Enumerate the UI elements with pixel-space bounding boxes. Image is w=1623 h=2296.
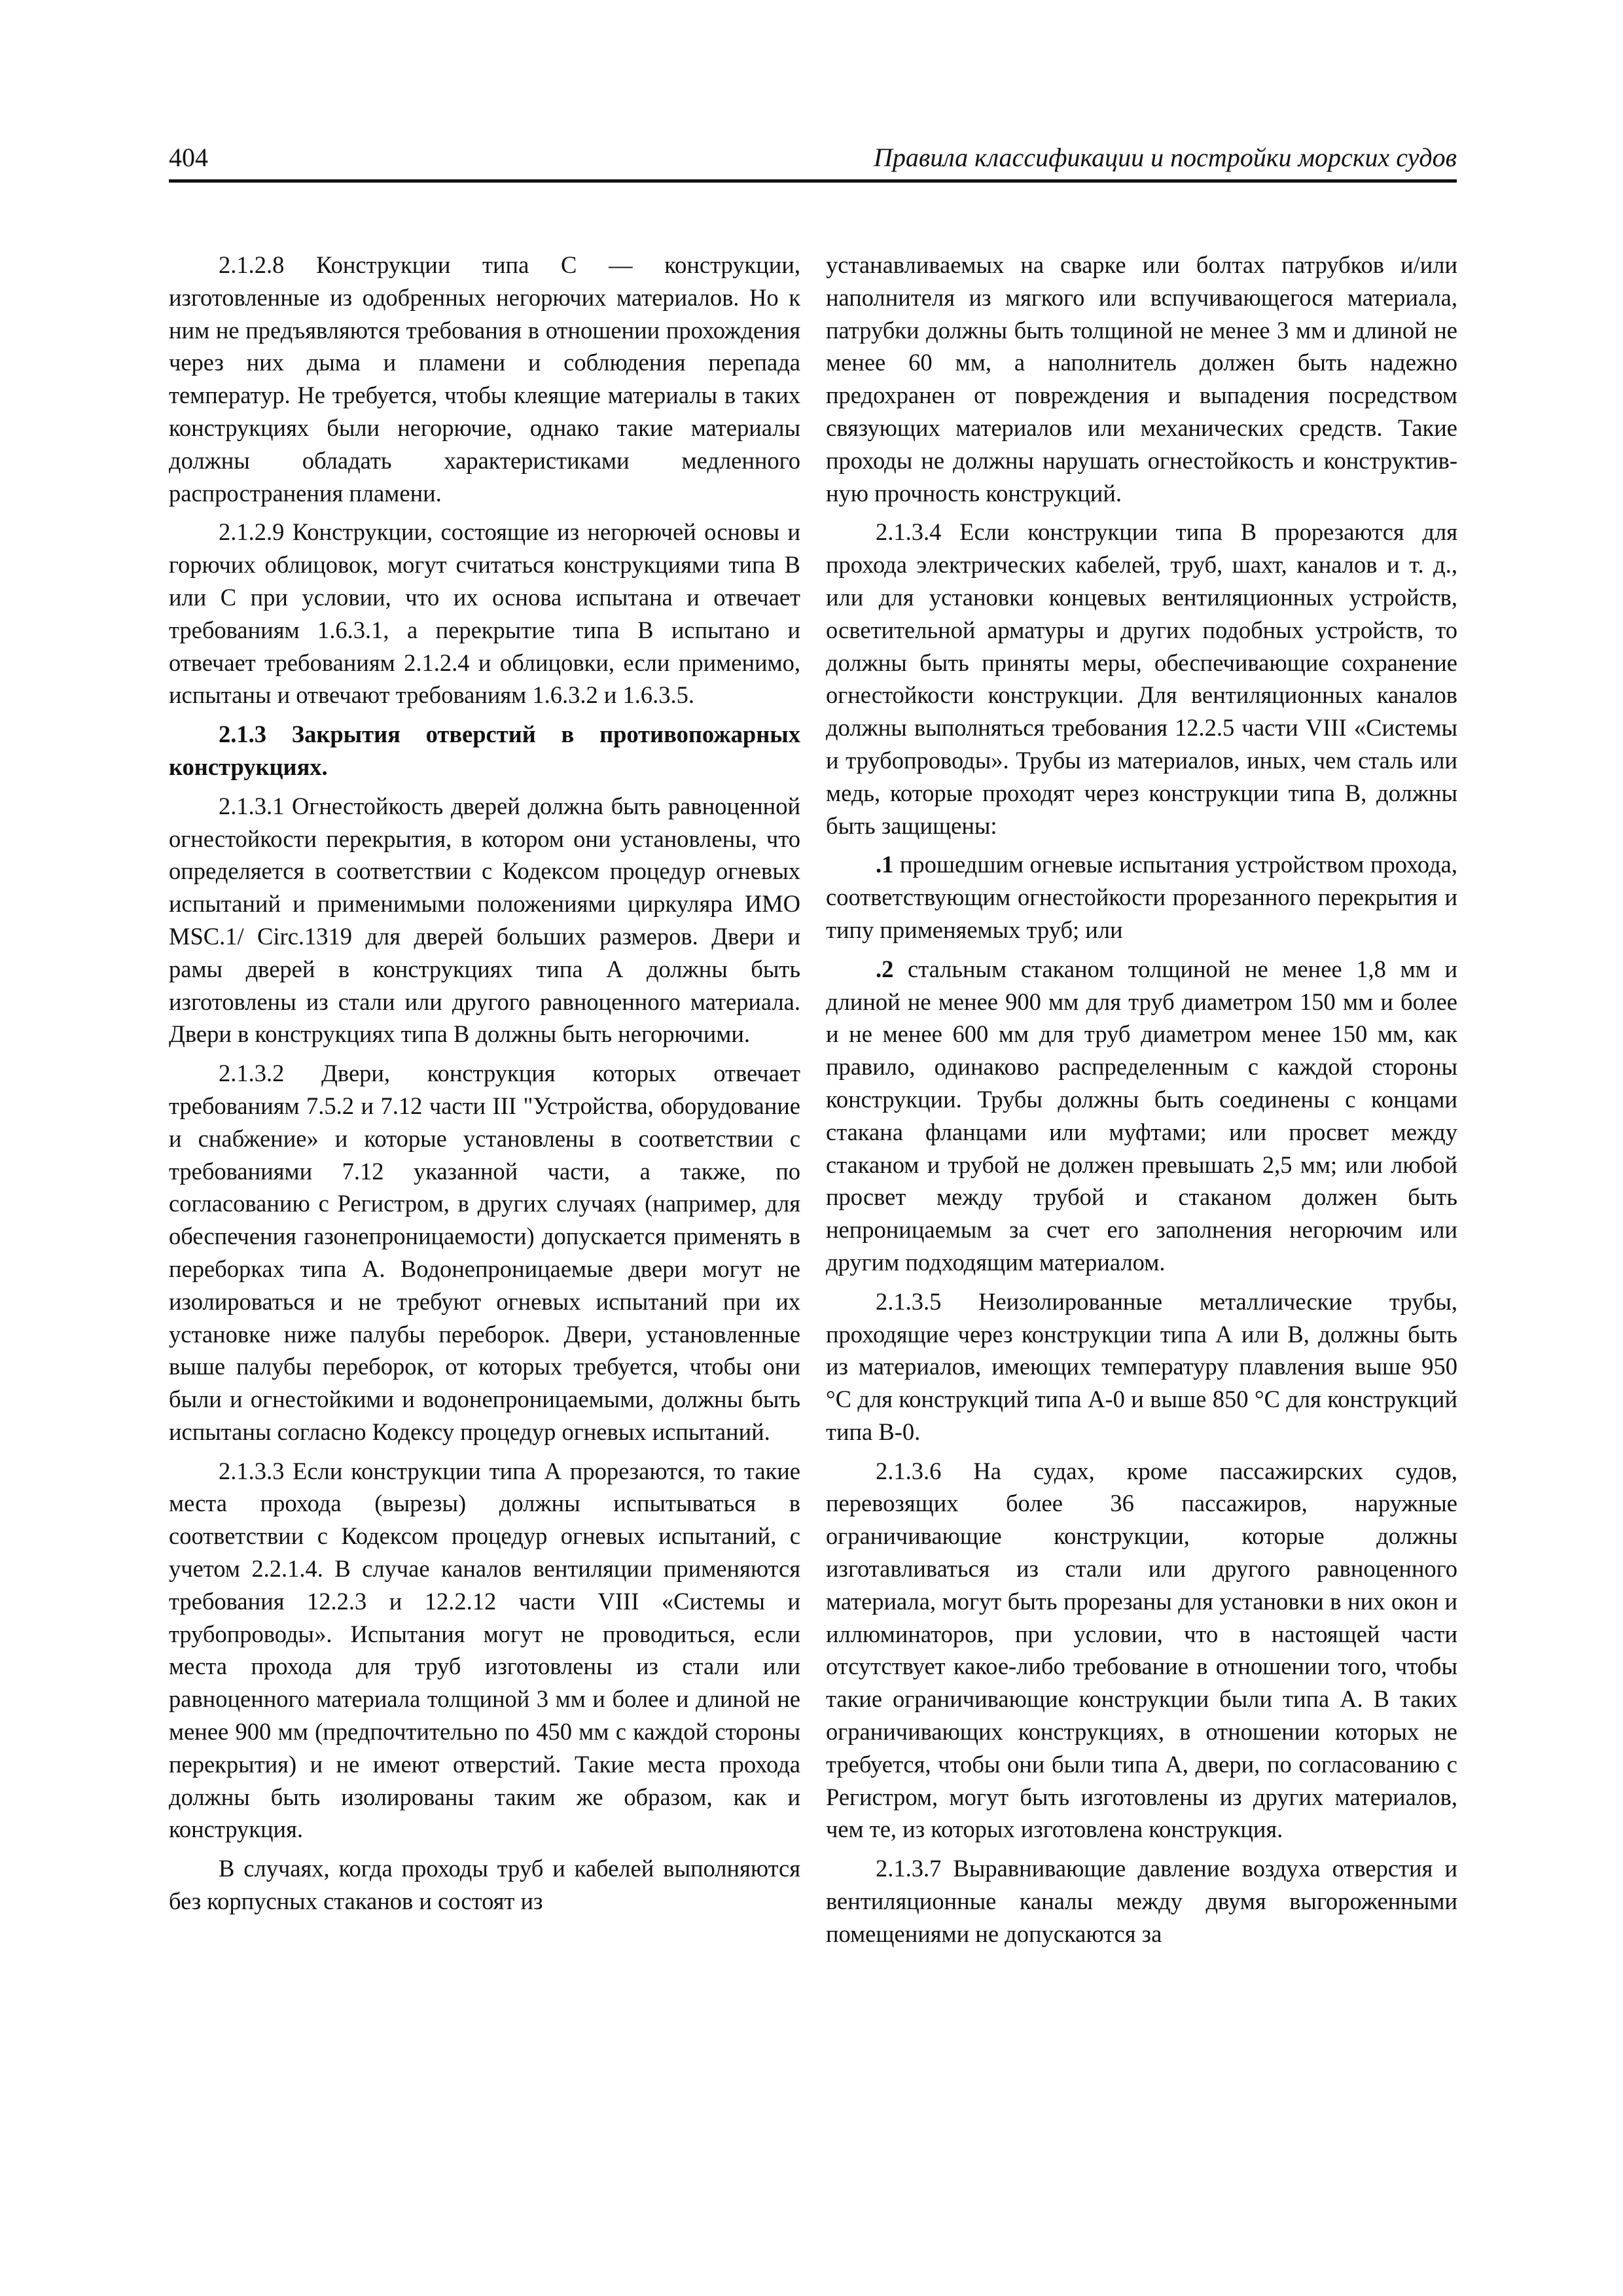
list-marker: .2: [876, 955, 894, 982]
running-header: [169, 140, 1457, 183]
clause-number: 2.1.3.6: [876, 1457, 942, 1484]
paragraph-text: устанавливаемых на сварке или болтах патрубков и/или наполнителя из мягкого или вспучивающегося материала, патрубки должны быть толщиной не менее 3 мм и длиной не менее 60 мм, а наполнитель должен быть надежно предохранен от повреждения и выпадения посредством связующих материалов или механических средств. Такие проходы не должны нарушать огнестойкость и конструктивную прочность конструкций.: [826, 251, 1457, 507]
paragraph-text: Неизолированные металлические трубы, проходящие через конструкции типа А или В, должны быть из материалов, имеющих температуру плавления выше 950 °С для конструкций типа А-0 и выше 850 °С для конструкций типа В-0.: [826, 1287, 1457, 1445]
list-item-1: [826, 848, 1457, 946]
paragraph-2-1-3-3: [169, 1455, 800, 1846]
paragraph-2-1-3-5: [826, 1285, 1457, 1448]
paragraph-text: На судах, кроме пассажирских судов, перевозящих более 36 пассажиров, наружные ограничивающие конструкции, которые должны изготавливаться из стали или другого равноценного материала, могут быть прорезаны для установки в них окон и иллюминаторов, при условии, что в настоящей части отсутствует какое-либо требование в отношении того, чтобы такие ограничивающие конструкции были типа А. В таких ограничивающих конструкциях, в отношении которых не требуется, чтобы они были типа А, двери, по согласованию с Регистром, могут быть изготовлены из других материалов, чем те, из которых изготовлена конструкция.: [826, 1457, 1457, 1843]
clause-number: 2.1.3.7: [876, 1855, 942, 1882]
paragraph-text: Если конструкции типа А прорезаются, то такие места прохода (вырезы) должны испытываться в соответствии с Кодексом процедур огневых испытаний, с учетом 2.2.1.4. В случае каналов вентиляции применяются требования 12.2.3 и 12.2.12 части VIII «Системы и трубопроводы». Испытания могут не проводиться, если места прохода для труб изготовлены из стали или равноценного материала толщиной 3 мм и более и длиной не менее 900 мм (предпочтительно по 450 мм с каждой стороны перекрытия) и не имеют отверстий. Такие места прохода должны быть изолированы таким же образом, как и конструкция.: [169, 1457, 800, 1843]
paragraph-text: прошедшим огневые испытания устройством прохода, соответствующим огнестойкости прорезанного перекрытия и типу применяемых труб; или: [826, 851, 1457, 943]
section-heading-2-1-3: [169, 718, 800, 783]
clause-number: 2.1.3.3: [219, 1457, 285, 1484]
paragraph-2-1-2-9: [169, 516, 800, 711]
paragraph-continuation: [169, 1852, 800, 1918]
paragraph-2-1-3-6: [826, 1455, 1457, 1846]
list-marker: .1: [876, 851, 894, 878]
paragraph-2-1-3-7: [826, 1852, 1457, 1950]
paragraph-text: Конструкции типа С — конструкции, изготовленные из одобренных негорючих материалов. Но к ним не предъявляются требования в отношении прохождения через них дыма и пламени и соблюдения перепада температур. Не требуется, чтобы клеящие материалы в таких конструкциях были негорючие, однако такие материалы должны обладать характеристиками медленного распространения пламени.: [169, 251, 800, 507]
clause-number: 2.1.3.1: [219, 792, 285, 819]
clause-number: 2.1.3.4: [876, 518, 942, 546]
right-column: [826, 249, 1457, 1950]
paragraph-text: В случаях, когда проходы труб и кабелей выполняются без корпусных стаканов и состоят из: [169, 1855, 800, 1915]
section-heading-text: Закрытия отверстий в противопожарных конструкциях.: [169, 721, 800, 780]
clause-number: 2.1.2.9: [219, 518, 285, 546]
paragraph-2-1-3-4: [826, 516, 1457, 842]
left-column: [169, 249, 800, 1918]
paragraph-2-1-3-1: [169, 790, 800, 1050]
paragraph-text: Выравнивающие давление воздуха отверстия и вентиляционные каналы между двумя выгороженными помещениями не допускаются за: [826, 1855, 1457, 1947]
paragraph-text: Двери, конструкция которых отвечает требованиям 7.5.2 и 7.12 части III "Устройства, оборудование и снабжение» и которые установлены в соответствии с требованиями 7.12 указанной части, а также, по согласованию с Регистром, в других случаях (например, для обеспечения газонепроницаемости) допускается применять в переборках типа А. Водонепроницаемые двери могут не изолироваться и не требуют огневых испытаний при их установке ниже палубы переборок. Двери, установленные выше палубы переборок, от которых требуется, чтобы они были и огнестойкими и водонепроницаемыми, должны быть испытаны согласно Кодексу процедур огневых испытаний.: [169, 1060, 800, 1445]
clause-number: 2.1.3.5: [876, 1287, 942, 1315]
paragraph-2-1-3-2: [169, 1057, 800, 1448]
paragraph-text: Конструкции, состоящие из негорючей основы и горючих облицовок, могут считаться конструкциями типа В или С при условии, что их основа испытана и отвечает требованиям 1.6.3.1, а перекрытие типа В испытано и отвечает требованиям 2.1.2.4 и облицовки, если применимо, испытаны и отвечают требованиям 1.6.3.2 и 1.6.3.5.: [169, 518, 800, 709]
page-number: 404: [169, 143, 208, 172]
paragraph-2-1-2-8: [169, 249, 800, 509]
paragraph-continued: [826, 249, 1457, 509]
clause-number: 2.1.3: [219, 721, 266, 748]
paragraph-text: Если конструкции типа В прорезаются для прохода электрических кабелей, труб, шахт, каналов и т. д., или для установки концевых вентиляционных устройств, осветительной арматуры и других подобных устройств, то должны быть приняты меры, обеспечивающие сохранение огнестойкости конструкции. Для вентиляционных каналов должны выполняться требования 12.2.5 части VIII «Системы и трубопроводы». Трубы из материалов, иных, чем сталь или медь, которые проходят через конструкции типа В, должны быть защищены:: [826, 518, 1457, 839]
paragraph-text: стальным стаканом толщиной не менее 1,8 мм и длиной не менее 900 мм для труб диаметром 150 мм и более и не менее 600 мм для труб диаметром менее 150 мм, как правило, одинаково распределенным с каждой стороны конструкции. Трубы должны быть соединены с концами стакана фланцами или муфтами; или просвет между стаканом и трубой не должен превышать 2,5 мм; или любой просвет между трубой и стаканом должен быть непроницаемым за счет его заполнения негорючим или другим подходящим материалом.: [826, 955, 1457, 1276]
paragraph-text: Огнестойкость дверей должна быть равноценной огнестойкости перекрытия, в котором они установлены, что определяется в соответствии с Кодексом процедур огневых испытаний и применимыми положениями циркуляра ИМО MSC.1/ Circ.1319 для дверей больших размеров. Двери и рамы дверей в конструкциях типа А должны быть изготовлены из стали или другого равноценного материала. Двери в конструкциях типа В должны быть негорючими.: [169, 792, 800, 1048]
running-title: Правила классификации и постройки морских судов: [873, 143, 1457, 172]
list-item-2: [826, 953, 1457, 1279]
clause-number: 2.1.2.8: [219, 251, 285, 278]
clause-number: 2.1.3.2: [219, 1060, 285, 1087]
